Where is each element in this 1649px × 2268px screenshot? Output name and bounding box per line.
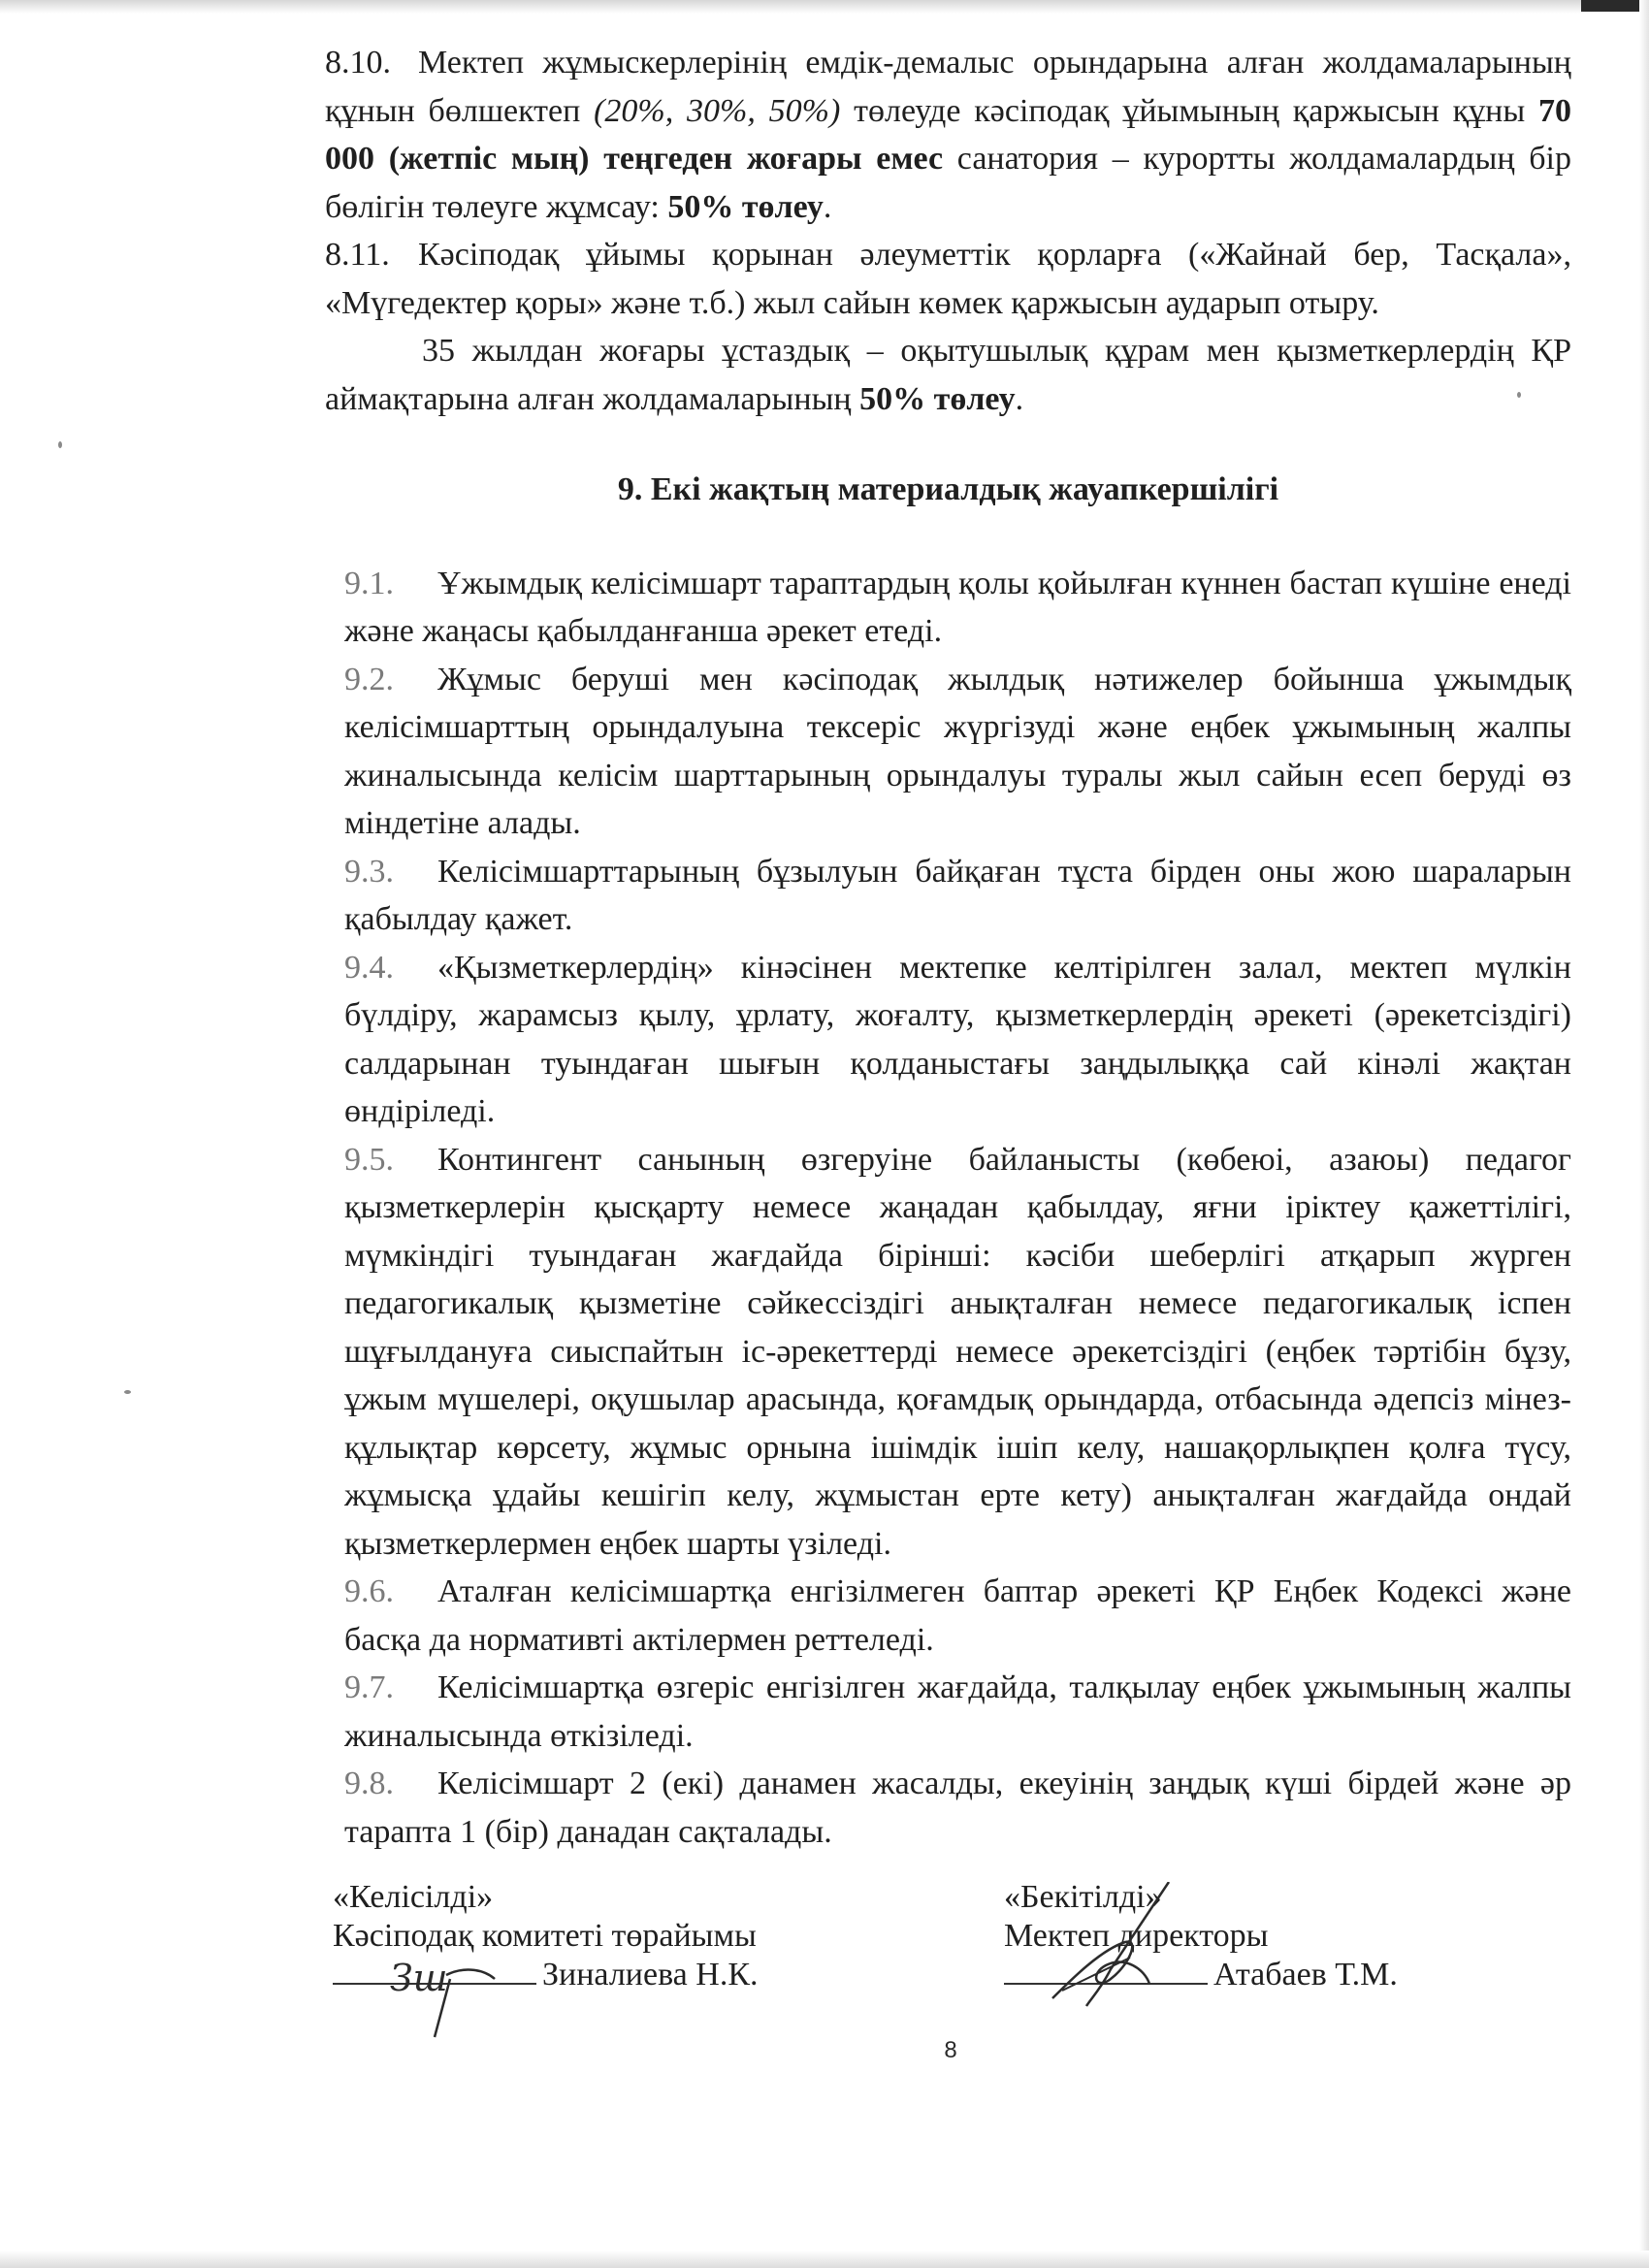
clause-item	[344, 560, 1571, 656]
signature-line-right	[1004, 1956, 1398, 1994]
clause-item	[325, 39, 1571, 231]
clause-item	[344, 1136, 1571, 1569]
italic-emphasis: (20%, 30%, 50%)	[594, 92, 841, 129]
signatory-name-left: Зиналиева Н.К.	[542, 1957, 759, 1993]
clause-item	[344, 1664, 1571, 1760]
signature-right	[1004, 1878, 1398, 1994]
clause-text: Келісімшарттарының бұзылуын байқаған тұста бірден оны жою шараларын қабылдау қажет.	[344, 853, 1571, 937]
clause-number: 9.8.	[344, 1766, 394, 1801]
clause-number: 9.4.	[344, 949, 394, 986]
svg-text:Зш: Зш	[390, 1957, 448, 1999]
scan-speck	[124, 1390, 131, 1394]
text-segment: .	[1015, 380, 1024, 417]
text-segment: 35 жылдан жоғары ұстаздық – оқытушылық құрам мен қызметкерлердің ҚР аймақтарына алған жолдамаларының	[325, 333, 1571, 417]
text-segment: Мектеп жұмыскерлерінің емдік-демалыс орындарына алған жолдамаларының құнын бөлшектеп	[325, 45, 1571, 129]
clause-number: 9.6.	[344, 1573, 394, 1609]
scan-edge-right	[1639, 0, 1649, 2268]
clause-item	[344, 656, 1571, 848]
clause-number: 8.10.	[325, 45, 391, 81]
clause-item	[344, 848, 1571, 944]
text-segment: төлеуде кәсіподақ ұйымының қаржысын құны	[840, 92, 1538, 129]
clause-text: Келісімшарт 2 (екі) данамен жасалды, екеуінің заңдық күші бірдей және әр тарапта 1 (бір) данадан сақталады.	[344, 1766, 1571, 1850]
signature-left	[333, 1878, 759, 1994]
scan-edge-top	[0, 0, 1649, 14]
text-segment: санатория – курортты жолдамалардың бір бөлігін төлеуге жұмсау:	[325, 141, 1571, 225]
clause-number: 9.5.	[344, 1141, 394, 1178]
section-8-items	[325, 39, 1571, 327]
section-9-heading: 9. Екі жақтың материалдық жауапкершілігі	[617, 471, 1279, 507]
signature-underline	[1004, 1960, 1208, 1985]
clause-item	[344, 944, 1571, 1136]
bold-emphasis: 70 000 (жетпіс мың) теңгеден жоғары емес	[325, 92, 1571, 177]
clause-text: Контингент санының өзгеруіне байланысты (көбеюі, азаюы) педагог қызметкерлерін қысқарту немесе жаңадан қабылдау, яғни іріктеу қажеттілігі, мүмкіндігі туындаған жағдайда бірінші: кәсіби шеберлігі атқарып жүрген педагогикалық қызметіне сәйкессіздігі анықталған немесе педагогикалық іспен шұғылдануға сиыспайтын іс-әрекеттерді немесе әрекетсіздігі (еңбек тәртібін бұзу, ұжым мүшелері, оқушылар арасында, қоғамдық орындарда, отбасында әдепсіз мінез-құлықтар көрсету, жұмыс орнына ішімдік ішіп келу, нашақорлықпен қолға түсу, жұмысқа ұдайы кешігіп келу, жұмыстан ерте кету) анықталған жағдайда ондай қызметкерлермен еңбек шарты үзіледі.	[344, 1141, 1571, 1562]
clause-item	[344, 1760, 1571, 1856]
approval-status-agreed: «Келісілді»	[333, 1879, 494, 1915]
signature-line-left	[333, 1956, 759, 1994]
clause-item	[325, 231, 1571, 327]
approval-status-approved: «Бекітілді»	[1004, 1879, 1162, 1915]
clause-text: Келісімшартқа өзгеріс енгізілген жағдайда, талқылау еңбек ұжымының жалпы жиналысында өткізіледі.	[344, 1669, 1571, 1754]
scan-speck	[58, 441, 62, 448]
signature-underline	[333, 1960, 536, 1985]
clause-number: 9.7.	[344, 1669, 394, 1705]
clause-number: 8.11.	[325, 237, 390, 273]
text-segment: Кәсіподақ ұйымы қорынан әлеуметтік қорларға («Жайнай бер, Тасқала», «Мүгедектер қоры» және т.б.) жыл сайын көмек қаржысын аударып отыру.	[325, 237, 1571, 321]
document-body	[325, 39, 1571, 1856]
signatory-role-left: Кәсіподақ комитеті төрайымы	[333, 1918, 757, 1954]
bold-emphasis: 50% төлеу	[667, 188, 824, 225]
signature-block	[325, 1878, 1571, 2033]
clause-number: 9.2.	[344, 661, 394, 697]
clause-number: 9.3.	[344, 853, 394, 890]
section-9-items	[325, 560, 1571, 1857]
signatory-role-right: Мектеп директоры	[1004, 1918, 1269, 1954]
clause-text: Жұмыс беруші мен кәсіподақ жылдық нәтижелер бойынша ұжымдық келісімшарттың орындалуына тексеріс жүргізуді және еңбек ұжымының жалпы жиналысында келісім шарттарының орындалуы туралы жыл сайын есеп беруді өз міндетіне алады.	[344, 661, 1571, 841]
clause-text: Ұжымдық келісімшарт тараптардың қолы қойылған күннен бастап күшіне енеді және жаңасы қабылданғанша әрекет етеді.	[344, 565, 1571, 649]
signatory-name-right: Атабаев Т.М.	[1213, 1957, 1398, 1993]
clause-item	[344, 1568, 1571, 1664]
paragraph-35-years	[325, 327, 1571, 423]
scan-edge-bottom	[0, 2251, 1649, 2268]
clause-number: 9.1.	[344, 565, 394, 601]
clause-text: Аталған келісімшартқа енгізілмеген баптар әрекеті ҚР Еңбек Кодексі және басқа да нормативті актілермен реттеледі.	[344, 1573, 1571, 1658]
page-number: 8	[944, 2037, 957, 2063]
clause-text: «Қызметкерлердің» кінәсінен мектепке келтірілген залал, мектеп мүлкін бүлдіру, жарамсыз қылу, ұрлату, жоғалту, қызметкерлердің әрекеті (әрекетсіздігі) салдарынан туындаған шығын қолданыстағы заңдылыққа сай кінәлі жақтан өндіріледі.	[344, 949, 1571, 1129]
bold-emphasis: 50% төлеу	[859, 380, 1016, 417]
text-segment: .	[823, 188, 832, 225]
